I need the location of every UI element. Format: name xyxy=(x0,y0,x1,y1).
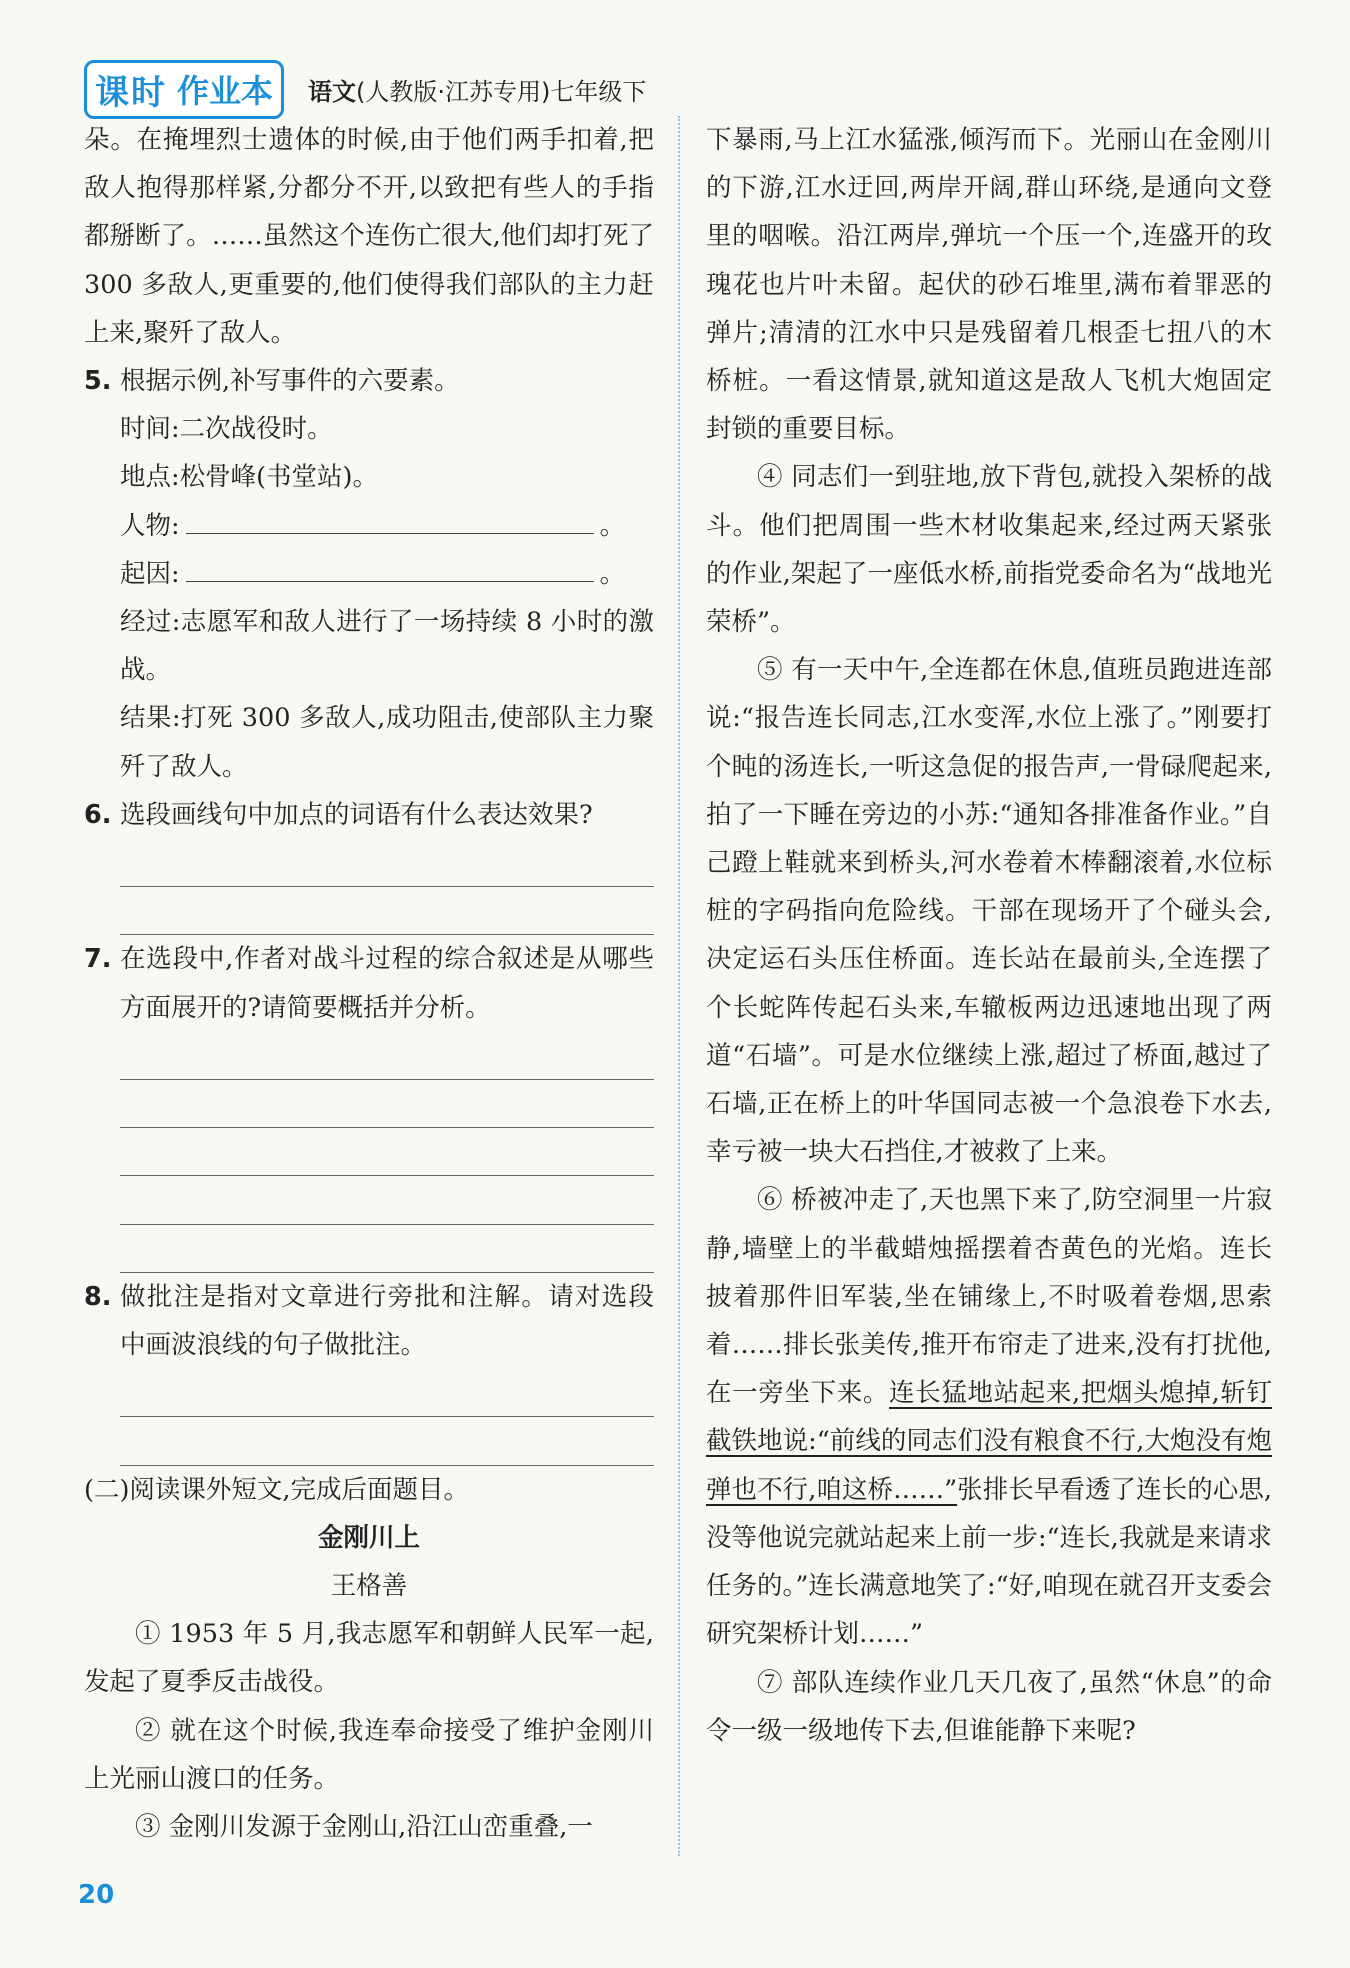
q5-cause-end: 。 xyxy=(599,558,626,589)
answer-line[interactable] xyxy=(120,1128,654,1176)
q5-place: 地点:松骨峰(书堂站)。 xyxy=(120,462,378,493)
article-para-3-cont: 下暴雨,马上江水猛涨,倾泻而下。光丽山在金刚川的下游,江水迂回,两岸开阔,群山环绕,是通向文登里的咽喉。沿江两岸,弹坑一个压一个,连盛开的玫瑰花也片叶未留。起伏的砂石堆里,满布着罪恶的弹片;清清的江水中只是残留着几根歪七扭八的木桥桩。一看这情景,就知道这是敌人飞机大炮固定封锁的重要目标。 xyxy=(706,125,1272,445)
q5-time: 时间:二次战役时。 xyxy=(120,414,333,445)
underlined-sentence: 连长猛地站起来,把烟头熄掉,斩钉截铁地说:“前线的同志们没有粮食不行,大炮没有炮弹也不行,咱这桥……” xyxy=(706,1378,1272,1505)
question-text: 在选段中,作者对战斗过程的综合叙述是从哪些方面展开的?请简要概括并分析。 xyxy=(120,944,654,1023)
page-number: 20 xyxy=(78,1880,115,1910)
passage-continuation: 朵。在掩埋烈士遗体的时候,由于他们两手扣着,把敌人抱得那样紧,分都分不开,以致把有些人的手指都掰断了。……虽然这个连伤亡很大,他们却打死了 300 多敌人,更重要的,他们使得我们部队的主力赶上来,聚歼了敌人。 xyxy=(84,125,654,348)
article-title: 金刚川上 xyxy=(317,1522,420,1553)
question-number: 5. xyxy=(84,366,112,397)
logo-sub-text: 作业本 xyxy=(177,72,274,110)
column-divider xyxy=(678,116,680,1856)
question-6 xyxy=(84,791,654,839)
q5-cause-row xyxy=(84,550,654,598)
answer-line[interactable] xyxy=(120,1176,654,1224)
question-7 xyxy=(84,935,654,1031)
workbook-logo xyxy=(84,60,284,119)
q5-person-label: 人物: xyxy=(120,510,180,541)
para-6-text-b: 张排长早看透了连长的心思,没等他说完就站起来上前一步:“连长,我就是来请求任务的。”连长满意地笑了:“好,咱现在就召开支委会研究架桥计划……” xyxy=(706,1474,1272,1650)
answer-line[interactable] xyxy=(120,1080,654,1128)
article-para-2: ② 就在这个时候,我连奉命接受了维护金刚川上光丽山渡口的任务。 xyxy=(84,1715,654,1794)
question-5 xyxy=(84,357,654,405)
article-para-3-start: ③ 金刚川发源于金刚山,沿江山峦重叠,一 xyxy=(135,1811,593,1842)
logo-main-text: 课时 xyxy=(95,72,167,113)
q5-person-end: 。 xyxy=(599,510,626,541)
question-8 xyxy=(84,1273,654,1369)
question-text: 做批注是指对文章进行旁批和注解。请对选段中画波浪线的句子做批注。 xyxy=(120,1281,654,1360)
q5-cause-label: 起因: xyxy=(120,558,180,589)
article-para-1: ① 1953 年 5 月,我志愿军和朝鲜人民军一起,发起了夏季反击战役。 xyxy=(84,1619,654,1698)
answer-line[interactable] xyxy=(120,1032,654,1080)
right-column xyxy=(706,116,1272,1755)
article-author: 王格善 xyxy=(330,1570,408,1601)
q5-person-blank[interactable] xyxy=(186,503,594,534)
answer-line[interactable] xyxy=(120,887,654,935)
question-text: 根据示例,补写事件的六要素。 xyxy=(120,366,460,397)
q5-result: 结果:打死 300 多敌人,成功阻击,使部队主力聚歼了敌人。 xyxy=(120,703,654,782)
answer-line[interactable] xyxy=(120,1225,654,1273)
edition-label: (人教版·江苏专用)七年级下 xyxy=(356,77,647,106)
article-para-6 xyxy=(706,1176,1272,1658)
section-2-heading: (二)阅读课外短文,完成后面题目。 xyxy=(84,1474,470,1505)
article-para-5: ⑤ 有一天中午,全连都在休息,值班员跑进连部说:“报告连长同志,江水变浑,水位上涨了。”刚要打个盹的汤连长,一听这急促的报告声,一骨碌爬起来,拍了一下睡在旁边的小苏:“通知各排准备作业。”自己蹬上鞋就来到桥头,河水卷着木棒翻滚着,水位标桩的字码指向危险线。干部在现场开了个碰头会,决定运石头压住桥面。连长站在最前头,全连摆了个长蛇阵传起石头来,车辙板两边迅速地出现了两道“石墙”。可是水位继续上涨,超过了桥面,越过了石墙,正在桥上的叶华国同志被一个急浪卷下水去,幸亏被一块大石挡住,才被救了上来。 xyxy=(706,655,1272,1168)
answer-line[interactable] xyxy=(120,839,654,887)
answer-line[interactable] xyxy=(120,1369,654,1417)
article-para-4: ④ 同志们一到驻地,放下背包,就投入架桥的战斗。他们把周围一些木材收集起来,经过两天紧张的作业,架起了一座低水桥,前指党委命名为“战地光荣桥”。 xyxy=(706,462,1272,638)
subject-label xyxy=(308,72,646,107)
para-6-text-a: ⑥ 桥被冲走了,天也黑下来了,防空洞里一片寂静,墙壁上的半截蜡烛摇摆着杏黄色的光焰。连长披着那件旧军装,坐在铺缘上,不时吸着卷烟,思索着……排长张美传,推开布帘走了进来,没有打扰他,在一旁坐下来。 xyxy=(706,1185,1272,1409)
subject-name: 语文 xyxy=(308,77,357,106)
question-number: 6. xyxy=(84,799,112,830)
q5-person-row xyxy=(84,502,654,550)
article-para-7: ⑦ 部队连续作业几天几夜了,虽然“休息”的命令一级一级地传下去,但谁能静下来呢? xyxy=(706,1667,1272,1746)
q5-cause-blank[interactable] xyxy=(186,551,594,582)
q5-process: 经过:志愿军和敌人进行了一场持续 8 小时的激战。 xyxy=(120,607,654,686)
page-header xyxy=(84,62,646,116)
question-number: 8. xyxy=(84,1281,112,1312)
question-text: 选段画线句中加点的词语有什么表达效果? xyxy=(120,799,593,830)
left-column xyxy=(84,116,654,1851)
answer-line[interactable] xyxy=(120,1417,654,1465)
question-number: 7. xyxy=(84,944,112,975)
